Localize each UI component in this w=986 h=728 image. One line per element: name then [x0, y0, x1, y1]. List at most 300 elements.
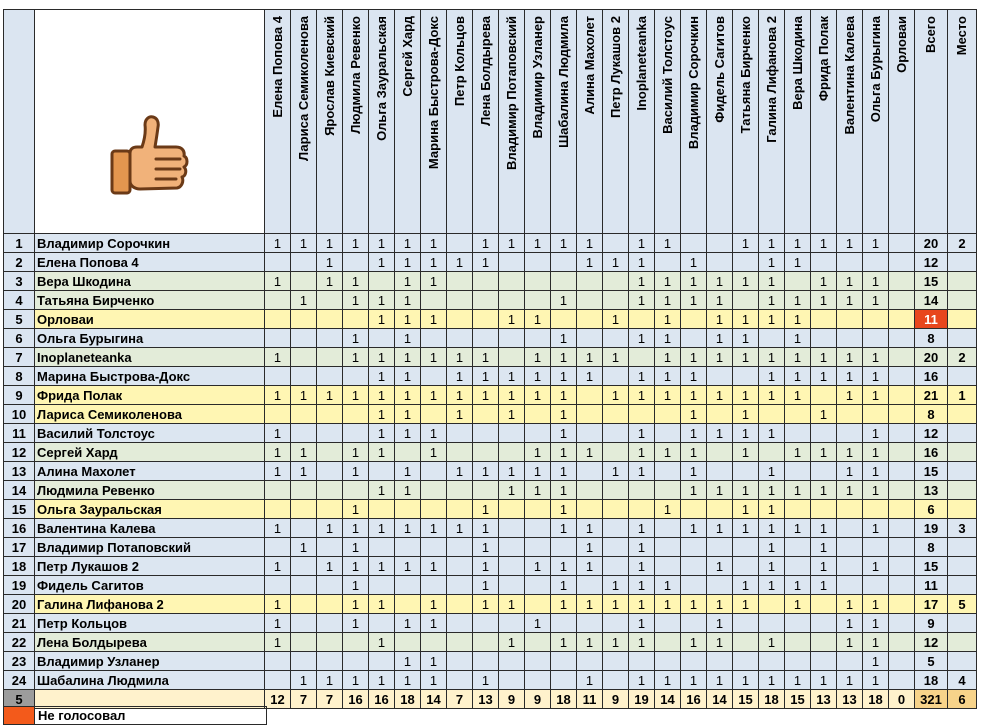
- vote-cell: 1: [369, 253, 395, 272]
- vote-cell: 1: [395, 557, 421, 576]
- table-row: [4, 652, 977, 671]
- vote-cell: [343, 424, 369, 443]
- vote-cell: 1: [681, 272, 707, 291]
- vote-cell: [837, 576, 863, 595]
- vote-cell: [291, 405, 317, 424]
- table-row: [4, 576, 977, 595]
- vote-cell: [369, 329, 395, 348]
- vote-cell: [733, 538, 759, 557]
- participant-name: Шабалина Людмила: [35, 671, 265, 690]
- column-total: 11: [577, 690, 603, 709]
- row-place: 2: [948, 348, 977, 367]
- vote-cell: [265, 291, 291, 310]
- vote-cell: 1: [863, 614, 889, 633]
- header-row: [4, 10, 977, 234]
- vote-cell: [317, 348, 343, 367]
- vote-cell: [811, 386, 837, 405]
- row-place: 5: [948, 595, 977, 614]
- vote-cell: [447, 329, 473, 348]
- row-number: 22: [4, 633, 35, 652]
- vote-cell: 1: [863, 348, 889, 367]
- participant-name: Петр Лукашов 2: [35, 557, 265, 576]
- vote-cell: 1: [499, 633, 525, 652]
- vote-cell: [291, 310, 317, 329]
- vote-cell: [525, 272, 551, 291]
- vote-cell: 1: [811, 405, 837, 424]
- vote-cell: [889, 348, 915, 367]
- column-header: [655, 10, 681, 234]
- vote-cell: [577, 386, 603, 405]
- vote-cell: 1: [759, 519, 785, 538]
- vote-cell: 1: [733, 576, 759, 595]
- row-number: 9: [4, 386, 35, 405]
- vote-cell: [447, 424, 473, 443]
- vote-cell: [499, 253, 525, 272]
- row-total: 12: [915, 253, 948, 272]
- vote-cell: 1: [473, 386, 499, 405]
- vote-cell: [421, 633, 447, 652]
- vote-cell: 1: [811, 291, 837, 310]
- vote-cell: [733, 462, 759, 481]
- thumb-cell: [35, 10, 265, 234]
- vote-cell: 1: [759, 633, 785, 652]
- vote-cell: 1: [473, 367, 499, 386]
- vote-cell: [863, 405, 889, 424]
- vote-cell: [577, 462, 603, 481]
- vote-cell: 1: [447, 253, 473, 272]
- vote-cell: 1: [525, 348, 551, 367]
- vote-cell: 1: [317, 557, 343, 576]
- participant-name: Лариса Семиколенова: [35, 405, 265, 424]
- vote-cell: 1: [369, 557, 395, 576]
- vote-cell: 1: [785, 386, 811, 405]
- vote-cell: [785, 614, 811, 633]
- vote-cell: 1: [369, 367, 395, 386]
- vote-cell: 1: [499, 481, 525, 500]
- vote-cell: [473, 405, 499, 424]
- vote-cell: 1: [551, 595, 577, 614]
- column-total: 9: [499, 690, 525, 709]
- vote-cell: 1: [421, 253, 447, 272]
- vote-cell: 1: [733, 443, 759, 462]
- row-number: 3: [4, 272, 35, 291]
- vote-cell: [785, 557, 811, 576]
- vote-cell: [733, 291, 759, 310]
- vote-cell: 1: [369, 633, 395, 652]
- column-header-label: Владимир Потаповский: [503, 16, 519, 171]
- participant-name: Орловаи: [35, 310, 265, 329]
- vote-cell: 1: [551, 329, 577, 348]
- vote-cell: [863, 538, 889, 557]
- vote-cell: [785, 272, 811, 291]
- vote-cell: 1: [655, 291, 681, 310]
- vote-cell: [863, 310, 889, 329]
- vote-cell: 1: [447, 519, 473, 538]
- vote-cell: [317, 500, 343, 519]
- row-number: 20: [4, 595, 35, 614]
- vote-cell: [369, 614, 395, 633]
- vote-cell: [421, 576, 447, 595]
- vote-cell: [343, 253, 369, 272]
- vote-cell: [889, 253, 915, 272]
- vote-cell: 1: [863, 443, 889, 462]
- column-header-label: Фидель Сагитов: [711, 16, 727, 123]
- vote-cell: [317, 424, 343, 443]
- vote-cell: [889, 310, 915, 329]
- vote-cell: 1: [759, 424, 785, 443]
- row-place: [948, 310, 977, 329]
- vote-cell: 1: [421, 652, 447, 671]
- column-header-label: Татьяна Бирченко: [737, 16, 753, 134]
- vote-cell: [551, 652, 577, 671]
- vote-cell: 1: [759, 310, 785, 329]
- vote-cell: 1: [395, 462, 421, 481]
- vote-cell: 1: [629, 595, 655, 614]
- vote-cell: [291, 424, 317, 443]
- column-header: [811, 10, 837, 234]
- column-header: [525, 10, 551, 234]
- vote-cell: [707, 234, 733, 253]
- vote-cell: 1: [837, 671, 863, 690]
- vote-cell: [525, 652, 551, 671]
- vote-cell: 1: [733, 481, 759, 500]
- column-header-label: Орловаи: [893, 16, 909, 73]
- vote-cell: 1: [863, 671, 889, 690]
- vote-cell: [291, 633, 317, 652]
- row-number: 15: [4, 500, 35, 519]
- vote-cell: [837, 424, 863, 443]
- column-header: [421, 10, 447, 234]
- vote-cell: [811, 652, 837, 671]
- table-row: [4, 386, 977, 405]
- vote-cell: [447, 614, 473, 633]
- vote-cell: [681, 652, 707, 671]
- vote-cell: 1: [759, 462, 785, 481]
- vote-cell: [369, 538, 395, 557]
- participant-name: Марина Быстрова-Докс: [35, 367, 265, 386]
- vote-cell: 1: [785, 234, 811, 253]
- vote-cell: 1: [551, 500, 577, 519]
- vote-cell: [317, 367, 343, 386]
- vote-cell: [317, 614, 343, 633]
- vote-cell: 1: [577, 633, 603, 652]
- vote-cell: 1: [395, 405, 421, 424]
- column-header: [785, 10, 811, 234]
- vote-cell: [473, 443, 499, 462]
- vote-cell: 1: [863, 291, 889, 310]
- vote-cell: 1: [759, 291, 785, 310]
- column-header: [837, 10, 863, 234]
- vote-cell: [525, 633, 551, 652]
- vote-cell: [447, 633, 473, 652]
- vote-cell: [317, 652, 343, 671]
- column-total: 14: [707, 690, 733, 709]
- vote-cell: 1: [525, 310, 551, 329]
- vote-cell: 1: [629, 538, 655, 557]
- vote-cell: [863, 253, 889, 272]
- vote-cell: 1: [759, 557, 785, 576]
- vote-cell: 1: [577, 671, 603, 690]
- column-header: [291, 10, 317, 234]
- vote-cell: 1: [525, 443, 551, 462]
- vote-cell: 1: [265, 386, 291, 405]
- vote-cell: 1: [473, 348, 499, 367]
- vote-cell: [681, 500, 707, 519]
- vote-cell: [889, 405, 915, 424]
- row-number: 1: [4, 234, 35, 253]
- row-number: 14: [4, 481, 35, 500]
- vote-cell: [551, 671, 577, 690]
- vote-cell: [291, 595, 317, 614]
- row-number: 7: [4, 348, 35, 367]
- vote-cell: 1: [447, 348, 473, 367]
- column-header-label: Владимир Сорочкин: [685, 16, 701, 150]
- row-total: 13: [915, 481, 948, 500]
- vote-cell: [837, 557, 863, 576]
- column-total: 9: [525, 690, 551, 709]
- vote-cell: 1: [473, 500, 499, 519]
- vote-cell: 1: [733, 310, 759, 329]
- vote-cell: 1: [707, 481, 733, 500]
- vote-cell: 1: [863, 386, 889, 405]
- vote-cell: 1: [525, 481, 551, 500]
- column-header-label: Марина Быстрова-Докс: [425, 16, 441, 170]
- vote-cell: 1: [681, 424, 707, 443]
- vote-cell: [395, 538, 421, 557]
- vote-cell: [733, 253, 759, 272]
- vote-cell: [343, 652, 369, 671]
- vote-cell: 1: [343, 272, 369, 291]
- vote-cell: 1: [551, 481, 577, 500]
- vote-cell: [421, 481, 447, 500]
- table-row: [4, 272, 977, 291]
- vote-cell: [395, 633, 421, 652]
- table-row: [4, 329, 977, 348]
- vote-cell: [577, 424, 603, 443]
- vote-cell: [369, 272, 395, 291]
- place-header: [948, 10, 977, 234]
- column-header-label: Василий Толстоус: [659, 16, 675, 134]
- vote-cell: 1: [291, 386, 317, 405]
- vote-cell: 1: [759, 671, 785, 690]
- table-row: [4, 500, 977, 519]
- vote-cell: [603, 329, 629, 348]
- row-number: 21: [4, 614, 35, 633]
- vote-cell: 1: [343, 234, 369, 253]
- vote-cell: [577, 481, 603, 500]
- vote-cell: [369, 652, 395, 671]
- vote-cell: 1: [421, 272, 447, 291]
- vote-cell: [655, 519, 681, 538]
- participant-name: Алина Махолет: [35, 462, 265, 481]
- vote-cell: 1: [759, 272, 785, 291]
- column-header: [551, 10, 577, 234]
- vote-cell: 1: [369, 310, 395, 329]
- row-number: 8: [4, 367, 35, 386]
- vote-cell: [499, 538, 525, 557]
- vote-cell: 1: [629, 576, 655, 595]
- vote-cell: [655, 424, 681, 443]
- participant-name: Вера Шкодина: [35, 272, 265, 291]
- vote-cell: 1: [759, 538, 785, 557]
- vote-cell: [265, 500, 291, 519]
- vote-cell: 1: [343, 614, 369, 633]
- column-header-label: Ярослав Киевский: [321, 16, 337, 136]
- vote-cell: 1: [759, 367, 785, 386]
- vote-cell: 1: [395, 253, 421, 272]
- vote-cell: 1: [317, 234, 343, 253]
- table-row: [4, 671, 977, 690]
- total-header-label: Всего: [923, 16, 938, 54]
- participant-name: Владимир Узланер: [35, 652, 265, 671]
- vote-cell: 1: [577, 234, 603, 253]
- table-row: [4, 253, 977, 272]
- vote-cell: 1: [759, 253, 785, 272]
- row-total: 15: [915, 272, 948, 291]
- table-row: [4, 443, 977, 462]
- vote-cell: [421, 329, 447, 348]
- vote-cell: [291, 367, 317, 386]
- vote-cell: 1: [265, 443, 291, 462]
- vote-cell: [473, 614, 499, 633]
- row-total: 6: [915, 500, 948, 519]
- vote-cell: [499, 291, 525, 310]
- vote-cell: [681, 576, 707, 595]
- row-number: 18: [4, 557, 35, 576]
- vote-cell: 1: [811, 538, 837, 557]
- vote-cell: 1: [811, 443, 837, 462]
- row-number: 6: [4, 329, 35, 348]
- vote-cell: [317, 329, 343, 348]
- vote-cell: 1: [759, 576, 785, 595]
- vote-cell: 1: [837, 481, 863, 500]
- row-number: 17: [4, 538, 35, 557]
- column-header: [343, 10, 369, 234]
- vote-cell: 1: [499, 367, 525, 386]
- vote-cell: 1: [499, 234, 525, 253]
- vote-cell: [499, 500, 525, 519]
- vote-cell: [811, 633, 837, 652]
- vote-cell: 1: [629, 557, 655, 576]
- vote-cell: 1: [655, 671, 681, 690]
- vote-cell: 1: [421, 386, 447, 405]
- vote-cell: [291, 519, 317, 538]
- row-number: 10: [4, 405, 35, 424]
- vote-cell: 1: [421, 614, 447, 633]
- vote-cell: [499, 652, 525, 671]
- vote-cell: 1: [629, 367, 655, 386]
- vote-cell: 1: [785, 310, 811, 329]
- vote-cell: 1: [837, 443, 863, 462]
- vote-cell: 1: [473, 462, 499, 481]
- row-number: 12: [4, 443, 35, 462]
- vote-cell: [447, 272, 473, 291]
- vote-cell: [655, 614, 681, 633]
- vote-cell: 1: [707, 386, 733, 405]
- vote-cell: [681, 329, 707, 348]
- vote-cell: 1: [395, 652, 421, 671]
- vote-cell: [265, 652, 291, 671]
- vote-cell: [577, 310, 603, 329]
- vote-cell: [603, 405, 629, 424]
- vote-cell: 1: [499, 405, 525, 424]
- vote-cell: [733, 557, 759, 576]
- vote-cell: [265, 310, 291, 329]
- vote-cell: [447, 500, 473, 519]
- vote-cell: 1: [837, 291, 863, 310]
- row-place: [948, 500, 977, 519]
- vote-cell: [655, 557, 681, 576]
- vote-cell: 1: [811, 234, 837, 253]
- vote-cell: 1: [369, 424, 395, 443]
- row-place: [948, 576, 977, 595]
- vote-cell: 1: [629, 272, 655, 291]
- vote-cell: 1: [343, 557, 369, 576]
- row-place: [948, 462, 977, 481]
- vote-cell: 1: [395, 481, 421, 500]
- vote-cell: 1: [395, 291, 421, 310]
- vote-cell: [577, 500, 603, 519]
- vote-cell: 1: [785, 367, 811, 386]
- vote-cell: 1: [317, 519, 343, 538]
- vote-cell: [265, 329, 291, 348]
- vote-cell: [525, 329, 551, 348]
- vote-cell: 1: [343, 538, 369, 557]
- column-header-label: Шабалина Людмила: [555, 16, 571, 148]
- column-header: [577, 10, 603, 234]
- vote-cell: 1: [629, 234, 655, 253]
- column-header: [733, 10, 759, 234]
- vote-cell: [707, 500, 733, 519]
- vote-cell: 1: [707, 291, 733, 310]
- vote-cell: [395, 576, 421, 595]
- summary-count: 5: [4, 690, 35, 709]
- vote-cell: 1: [499, 462, 525, 481]
- vote-cell: 1: [343, 595, 369, 614]
- vote-cell: [343, 481, 369, 500]
- vote-cell: [837, 652, 863, 671]
- vote-cell: [889, 633, 915, 652]
- row-place: [948, 614, 977, 633]
- column-header-label: Фрида Полак: [815, 16, 831, 102]
- participant-name: Валентина Калева: [35, 519, 265, 538]
- vote-cell: 1: [681, 443, 707, 462]
- vote-cell: [681, 557, 707, 576]
- vote-cell: [395, 595, 421, 614]
- vote-cell: [811, 329, 837, 348]
- vote-cell: 1: [577, 595, 603, 614]
- vote-cell: [629, 481, 655, 500]
- vote-cell: 1: [655, 500, 681, 519]
- vote-cell: 1: [863, 367, 889, 386]
- table-row: [4, 538, 977, 557]
- vote-cell: [525, 576, 551, 595]
- vote-cell: 1: [577, 519, 603, 538]
- column-total: 13: [811, 690, 837, 709]
- vote-cell: [369, 500, 395, 519]
- summary-place: 6: [948, 690, 977, 709]
- vote-cell: [707, 462, 733, 481]
- vote-cell: [473, 310, 499, 329]
- row-total: 15: [915, 462, 948, 481]
- vote-cell: [343, 310, 369, 329]
- vote-cell: [577, 329, 603, 348]
- row-place: [948, 253, 977, 272]
- vote-cell: [525, 291, 551, 310]
- vote-cell: [447, 557, 473, 576]
- vote-cell: [395, 443, 421, 462]
- vote-cell: [291, 614, 317, 633]
